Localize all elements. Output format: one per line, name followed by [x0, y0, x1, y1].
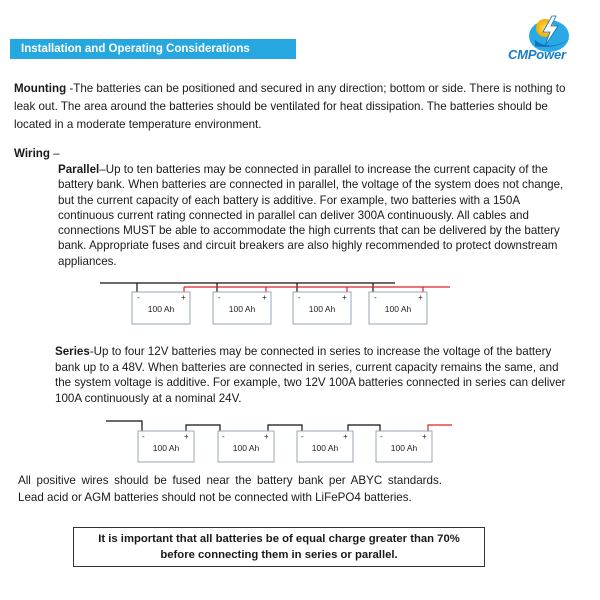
battery-negative-terminal: -	[222, 432, 225, 441]
series-text: -Up to four 12V batteries may be connected in series to increase the voltage of the battery bank up to a 48V. When batteries are connected in series, current capacity remains the same, and the system voltage is additive. For example, two 12V 100A batteries connected in series can deliver 100A continuously at a nominal 24V.	[55, 345, 566, 405]
equal-charge-notice	[73, 527, 485, 567]
battery-positive-terminal: +	[422, 432, 427, 441]
battery-positive-terminal: +	[418, 293, 423, 302]
parallel-text: –Up to ten batteries may be connected in parallel to increase the current capacity of the battery bank. When batteries are connected in parallel, the voltage of the system does not change, but the current capacity of each battery is additive. For example, two batteries with a 150A continuous current rating connected in parallel can deliver 300A continuously. All cables and connections MUST be able to accommodate the high currents that can be delivered by the battery bank. Appropriate fuses and circuit breakers are also highly recommended to protect downstream appliances.	[58, 163, 564, 268]
series-positive-lead	[428, 425, 452, 431]
series-battery-3	[297, 431, 353, 462]
battery-capacity-label: 100 Ah	[311, 443, 339, 453]
mounting-text: -The batteries can be positioned and secured in any direction; bottom or side. There is nothing to leak out. The area around the batteries should be ventilated for heat dissipation. The batteries should be located in a moderate temperature environment.	[14, 82, 566, 131]
battery-positive-terminal: +	[262, 293, 267, 302]
mounting-paragraph	[14, 80, 574, 134]
battery-negative-terminal: -	[301, 432, 304, 441]
battery-capacity-label: 100 Ah	[147, 304, 175, 314]
battery-negative-terminal: -	[380, 432, 383, 441]
series-link-2	[268, 425, 302, 431]
battery-positive-terminal: +	[343, 432, 348, 441]
battery-capacity-label: 100 Ah	[308, 304, 336, 314]
series-link-3	[348, 425, 380, 431]
battery-negative-terminal: -	[218, 293, 221, 302]
fuse-note-paragraph: All positive wires should be fused near the battery bank per ABYC standards. Lead acid or AGM batteries should not be connected with LiFePO4 batteries.	[18, 474, 442, 504]
parallel-wiring-diagram	[100, 278, 460, 328]
parallel-positive-bus	[184, 287, 450, 292]
parallel-label: Parallel	[58, 163, 100, 176]
battery-negative-terminal: -	[374, 293, 377, 302]
battery-capacity-label: 100 Ah	[384, 304, 412, 314]
battery-capacity-label: 100 Ah	[232, 443, 260, 453]
parallel-battery-2	[213, 292, 271, 324]
battery-capacity-label: 100 Ah	[228, 304, 256, 314]
notice-line-2: before connecting them in series or parallel.	[160, 549, 398, 561]
series-paragraph	[55, 344, 570, 406]
battery-positive-terminal: +	[181, 293, 186, 302]
parallel-battery-4	[369, 292, 427, 324]
battery-negative-terminal: -	[137, 293, 140, 302]
wiring-label: Wiring	[14, 147, 50, 160]
series-battery-4	[376, 431, 432, 462]
battery-positive-terminal: +	[264, 432, 269, 441]
battery-negative-terminal: -	[142, 432, 145, 441]
battery-positive-terminal: +	[342, 293, 347, 302]
series-negative-lead	[106, 421, 142, 431]
parallel-battery-1	[132, 292, 190, 324]
series-link-1	[186, 425, 220, 431]
series-wiring-diagram	[106, 416, 456, 466]
series-label: Series	[55, 345, 90, 358]
battery-negative-terminal: -	[298, 293, 301, 302]
logo-text: CMPower	[508, 47, 566, 62]
wiring-suffix: –	[49, 147, 60, 160]
parallel-battery-3	[293, 292, 351, 324]
battery-capacity-label: 100 Ah	[390, 443, 418, 453]
mounting-label: Mounting	[14, 82, 67, 95]
notice-line-1: It is important that all batteries be of equal charge greater than 70%	[98, 533, 460, 545]
battery-positive-terminal: +	[184, 432, 189, 441]
battery-capacity-label: 100 Ah	[152, 443, 180, 453]
section-header: Installation and Operating Considerations	[10, 39, 296, 59]
parallel-paragraph	[58, 162, 568, 269]
series-battery-1	[138, 431, 194, 462]
series-battery-2	[218, 431, 274, 462]
wiring-heading	[14, 145, 114, 163]
